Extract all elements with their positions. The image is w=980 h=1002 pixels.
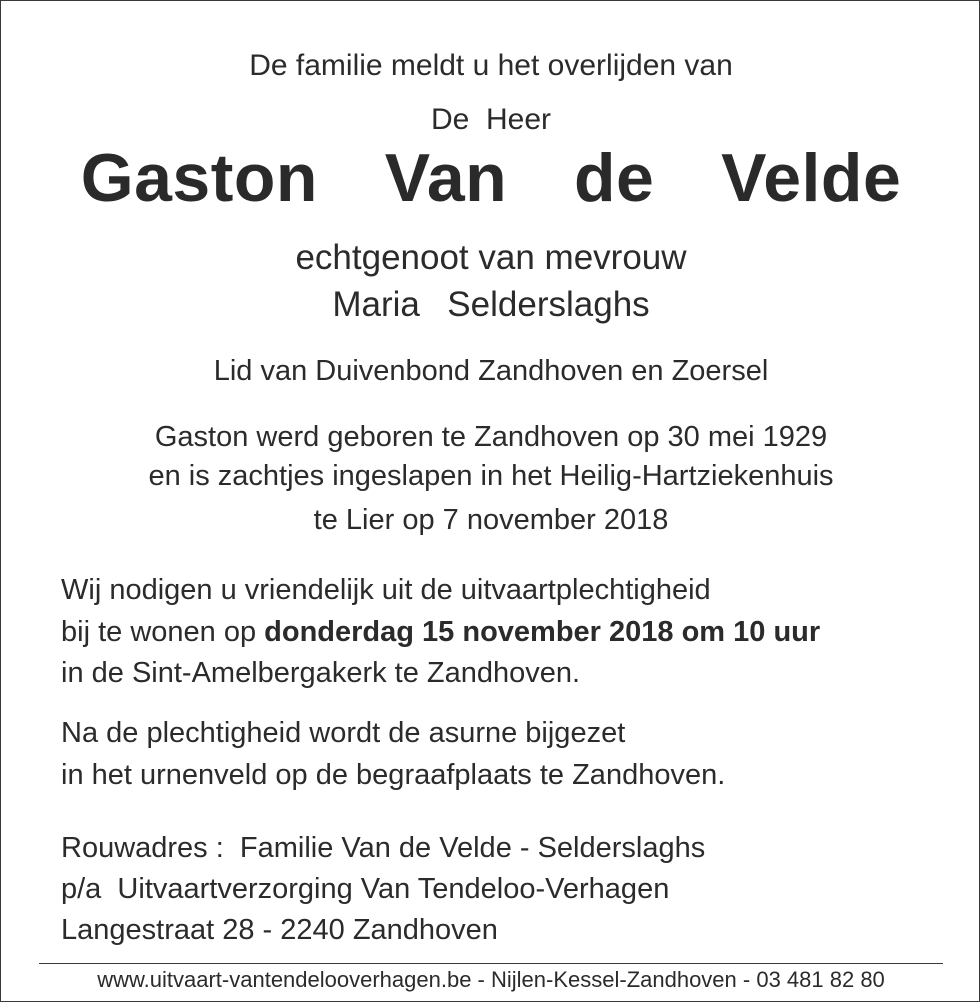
- spouse-name: Maria Selderslaghs: [332, 285, 650, 324]
- after-ceremony-line-1: Na de plechtigheid wordt de asurne bijgezet: [61, 717, 626, 749]
- footer-divider: [39, 963, 943, 964]
- spouse-label: echtgenoot van mevrouw: [295, 238, 687, 277]
- honorific-title: De Heer: [430, 103, 552, 136]
- address-line-3: Langestraat 28 - 2240 Zandhoven: [61, 914, 498, 946]
- invitation-line-2: [61, 618, 820, 647]
- invitation-line-2-prefix: bij te wonen op: [61, 616, 265, 648]
- ceremony-datetime: donderdag 15 november 2018 om 10 uur: [264, 616, 821, 648]
- intro-text: De familie meldt u het overlijden van: [249, 49, 733, 82]
- address-line-2: p/a Uitvaartverzorging Van Tendeloo-Verhagen: [61, 873, 670, 905]
- deceased-name: Gaston Van de Velde: [80, 140, 902, 216]
- membership-text: Lid van Duivenbond Zandhoven en Zoersel: [213, 355, 769, 387]
- bio-line-2: en is zachtjes ingeslapen in het Heilig-Hartziekenhuis: [148, 460, 834, 492]
- after-ceremony-line-2: in het urnenveld op de begraafplaats te Zandhoven.: [61, 759, 726, 791]
- bio-line-3: te Lier op 7 november 2018: [313, 504, 669, 536]
- address-line-1: Rouwadres : Familie Van de Velde - Selderslaghs: [61, 832, 706, 864]
- bio-line-1: Gaston werd geboren te Zandhoven op 30 mei 1929: [154, 421, 828, 453]
- invitation-line-3: in de Sint-Amelbergakerk te Zandhoven.: [61, 657, 581, 689]
- footer-contact: www.uitvaart-vantendelooverhagen.be - Nijlen-Kessel-Zandhoven - 03 481 82 80: [97, 967, 885, 992]
- invitation-line-1: Wij nodigen u vriendelijk uit de uitvaartplechtigheid: [61, 574, 711, 606]
